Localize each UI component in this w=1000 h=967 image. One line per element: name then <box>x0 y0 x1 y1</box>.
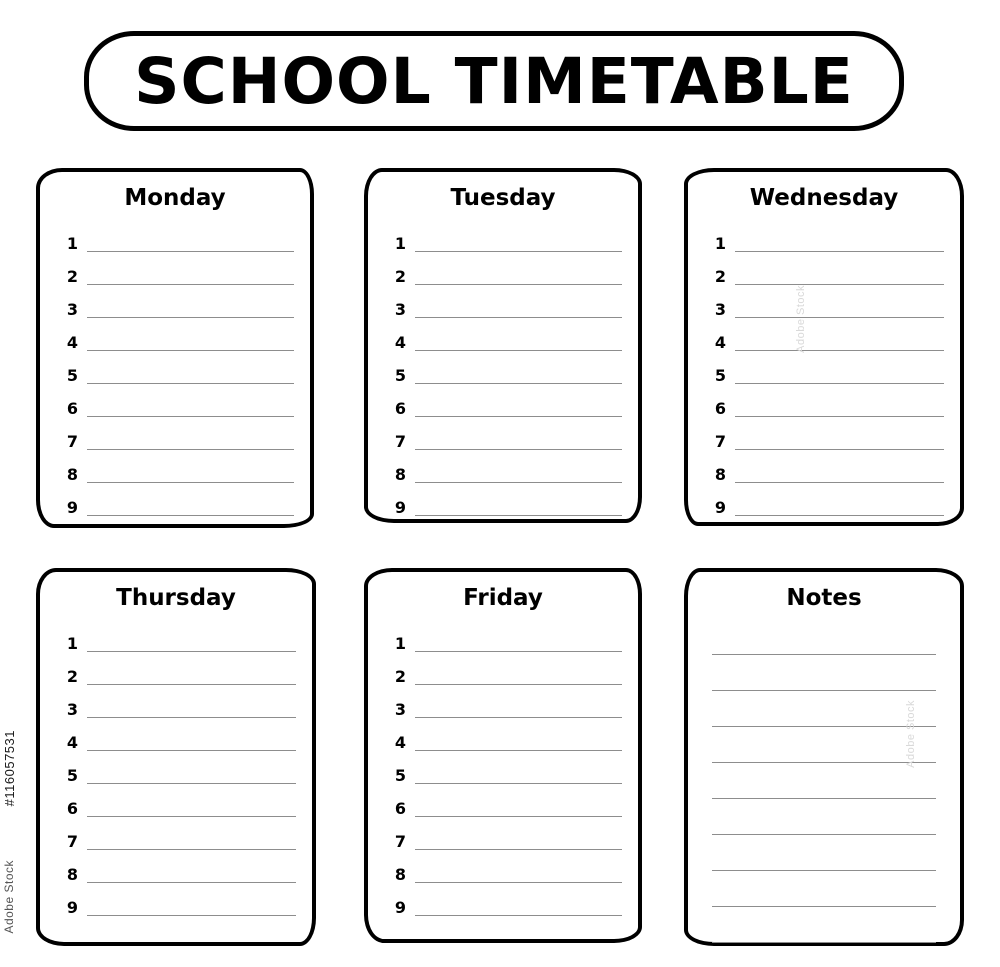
table-row[interactable] <box>706 223 944 256</box>
row-number: 1 <box>66 234 78 254</box>
row-list-monday <box>40 223 310 520</box>
table-row[interactable] <box>386 887 622 920</box>
table-row[interactable] <box>386 487 622 520</box>
row-writing-line[interactable] <box>735 284 944 285</box>
row-number: 2 <box>714 267 726 287</box>
row-writing-line[interactable] <box>87 816 296 817</box>
notes-writing-line[interactable] <box>712 690 936 691</box>
row-number: 6 <box>394 399 406 419</box>
table-row[interactable] <box>386 623 622 656</box>
table-row[interactable] <box>58 421 294 454</box>
table-row[interactable] <box>386 223 622 256</box>
table-row[interactable] <box>386 722 622 755</box>
row-writing-line[interactable] <box>415 849 622 850</box>
row-writing-line[interactable] <box>415 717 622 718</box>
row-number: 4 <box>394 733 406 753</box>
table-row[interactable] <box>58 388 294 421</box>
row-writing-line[interactable] <box>87 684 296 685</box>
row-number: 8 <box>66 465 78 485</box>
row-number: 7 <box>66 832 78 852</box>
notes-writing-line[interactable] <box>712 834 936 835</box>
list-item[interactable] <box>712 911 936 947</box>
row-number: 5 <box>66 766 78 786</box>
row-number: 2 <box>394 667 406 687</box>
table-row[interactable] <box>386 421 622 454</box>
table-row[interactable] <box>706 487 944 520</box>
row-writing-line[interactable] <box>415 482 622 483</box>
watermark-text: Adobe Stock <box>795 285 807 353</box>
row-writing-line[interactable] <box>87 750 296 751</box>
row-number: 9 <box>66 498 78 518</box>
table-row[interactable] <box>386 256 622 289</box>
day-title-friday: Friday <box>463 585 543 611</box>
row-number: 8 <box>394 865 406 885</box>
table-row[interactable] <box>386 755 622 788</box>
table-row[interactable] <box>386 322 622 355</box>
table-row[interactable] <box>58 256 294 289</box>
row-writing-line[interactable] <box>735 383 944 384</box>
row-writing-line[interactable] <box>415 317 622 318</box>
row-number: 2 <box>66 267 78 287</box>
row-writing-line[interactable] <box>415 651 622 652</box>
row-writing-line[interactable] <box>87 350 294 351</box>
row-writing-line[interactable] <box>87 416 294 417</box>
notes-writing-line[interactable] <box>712 942 936 943</box>
day-card-thursday <box>36 568 316 946</box>
row-writing-line[interactable] <box>735 416 944 417</box>
row-writing-line[interactable] <box>735 350 944 351</box>
table-row[interactable] <box>58 887 296 920</box>
table-row[interactable] <box>386 788 622 821</box>
stock-id: #116057531 <box>2 730 17 807</box>
row-number: 2 <box>66 667 78 687</box>
day-title-thursday: Thursday <box>116 585 236 611</box>
day-title-wednesday: Wednesday <box>749 185 899 211</box>
list-item[interactable] <box>712 659 936 695</box>
table-row[interactable] <box>386 821 622 854</box>
notes-writing-line[interactable] <box>712 870 936 871</box>
row-writing-line[interactable] <box>87 783 296 784</box>
row-number: 5 <box>394 766 406 786</box>
row-writing-line[interactable] <box>415 449 622 450</box>
row-writing-line[interactable] <box>415 684 622 685</box>
table-row[interactable] <box>58 788 296 821</box>
day-card-wednesday <box>684 168 964 526</box>
row-number: 2 <box>394 267 406 287</box>
row-number: 9 <box>394 498 406 518</box>
table-row[interactable] <box>706 256 944 289</box>
row-writing-line[interactable] <box>735 449 944 450</box>
row-writing-line[interactable] <box>415 251 622 252</box>
row-writing-line[interactable] <box>415 515 622 516</box>
list-item[interactable] <box>712 767 936 803</box>
table-row[interactable] <box>706 388 944 421</box>
row-writing-line[interactable] <box>415 750 622 751</box>
row-number: 8 <box>714 465 726 485</box>
row-writing-line[interactable] <box>735 515 944 516</box>
row-number: 3 <box>394 700 406 720</box>
row-number: 4 <box>66 733 78 753</box>
row-number: 1 <box>714 234 726 254</box>
row-list-tuesday <box>368 223 638 520</box>
table-row[interactable] <box>58 755 296 788</box>
row-number: 5 <box>66 366 78 386</box>
row-writing-line[interactable] <box>87 651 296 652</box>
row-writing-line[interactable] <box>415 816 622 817</box>
notes-writing-line[interactable] <box>712 762 936 763</box>
row-writing-line[interactable] <box>87 882 296 883</box>
row-number: 7 <box>394 832 406 852</box>
row-number: 9 <box>394 898 406 918</box>
row-writing-line[interactable] <box>415 915 622 916</box>
row-list-thursday <box>40 623 312 920</box>
table-row[interactable] <box>706 355 944 388</box>
row-number: 3 <box>66 300 78 320</box>
day-title-monday: Monday <box>124 185 226 211</box>
row-number: 9 <box>714 498 726 518</box>
stock-brand: Adobe Stock <box>2 860 16 934</box>
day-card-monday <box>36 168 314 528</box>
row-writing-line[interactable] <box>87 717 296 718</box>
page-title: SCHOOL TIMETABLE <box>134 44 854 118</box>
table-row[interactable] <box>58 223 294 256</box>
day-card-tuesday <box>364 168 642 523</box>
table-row[interactable] <box>386 656 622 689</box>
table-row[interactable] <box>386 689 622 722</box>
table-row[interactable] <box>706 454 944 487</box>
row-number: 8 <box>66 865 78 885</box>
row-number: 4 <box>714 333 726 353</box>
row-number: 4 <box>66 333 78 353</box>
table-row[interactable] <box>58 322 294 355</box>
row-number: 1 <box>66 634 78 654</box>
row-writing-line[interactable] <box>735 317 944 318</box>
table-row[interactable] <box>58 854 296 887</box>
table-row[interactable] <box>58 355 294 388</box>
row-writing-line[interactable] <box>415 284 622 285</box>
row-number: 1 <box>394 634 406 654</box>
table-row[interactable] <box>706 322 944 355</box>
table-row[interactable] <box>58 656 296 689</box>
row-number: 7 <box>394 432 406 452</box>
notes-title: Notes <box>786 585 862 611</box>
row-writing-line[interactable] <box>415 416 622 417</box>
row-writing-line[interactable] <box>415 783 622 784</box>
row-writing-line[interactable] <box>87 251 294 252</box>
watermark-text: Adobe Stock <box>905 700 917 768</box>
list-item[interactable] <box>712 839 936 875</box>
table-row[interactable] <box>386 388 622 421</box>
list-item[interactable] <box>712 875 936 911</box>
table-row[interactable] <box>386 454 622 487</box>
row-writing-line[interactable] <box>87 482 294 483</box>
row-number: 6 <box>394 799 406 819</box>
row-list-notes <box>688 623 960 947</box>
notes-card <box>684 568 964 946</box>
row-number: 5 <box>394 366 406 386</box>
list-item[interactable] <box>712 623 936 659</box>
row-writing-line[interactable] <box>87 849 296 850</box>
row-number: 3 <box>394 300 406 320</box>
row-writing-line[interactable] <box>87 449 294 450</box>
row-number: 1 <box>394 234 406 254</box>
table-row[interactable] <box>706 421 944 454</box>
table-row[interactable] <box>58 487 294 520</box>
row-writing-line[interactable] <box>87 915 296 916</box>
table-row[interactable] <box>386 854 622 887</box>
day-title-tuesday: Tuesday <box>450 185 556 211</box>
list-item[interactable] <box>712 695 936 731</box>
row-number: 9 <box>66 898 78 918</box>
row-list-wednesday <box>688 223 960 520</box>
row-writing-line[interactable] <box>735 482 944 483</box>
table-row[interactable] <box>58 454 294 487</box>
row-number: 4 <box>394 333 406 353</box>
table-row[interactable] <box>58 722 296 755</box>
notes-writing-line[interactable] <box>712 654 936 655</box>
row-writing-line[interactable] <box>87 317 294 318</box>
row-number: 7 <box>66 432 78 452</box>
title-banner <box>84 31 904 131</box>
row-writing-line[interactable] <box>415 350 622 351</box>
row-writing-line[interactable] <box>735 251 944 252</box>
notes-writing-line[interactable] <box>712 726 936 727</box>
table-row[interactable] <box>58 289 294 322</box>
row-number: 5 <box>714 366 726 386</box>
row-number: 6 <box>714 399 726 419</box>
day-card-friday <box>364 568 642 943</box>
table-row[interactable] <box>386 355 622 388</box>
row-number: 6 <box>66 799 78 819</box>
row-writing-line[interactable] <box>415 882 622 883</box>
row-number: 3 <box>714 300 726 320</box>
row-number: 3 <box>66 700 78 720</box>
row-number: 6 <box>66 399 78 419</box>
notes-writing-line[interactable] <box>712 798 936 799</box>
notes-writing-line[interactable] <box>712 906 936 907</box>
row-writing-line[interactable] <box>87 284 294 285</box>
list-item[interactable] <box>712 803 936 839</box>
row-list-friday <box>368 623 638 920</box>
table-row[interactable] <box>58 821 296 854</box>
table-row[interactable] <box>386 289 622 322</box>
row-writing-line[interactable] <box>87 383 294 384</box>
row-number: 8 <box>394 465 406 485</box>
row-writing-line[interactable] <box>415 383 622 384</box>
table-row[interactable] <box>706 289 944 322</box>
row-writing-line[interactable] <box>87 515 294 516</box>
row-number: 7 <box>714 432 726 452</box>
table-row[interactable] <box>58 689 296 722</box>
table-row[interactable] <box>58 623 296 656</box>
list-item[interactable] <box>712 731 936 767</box>
